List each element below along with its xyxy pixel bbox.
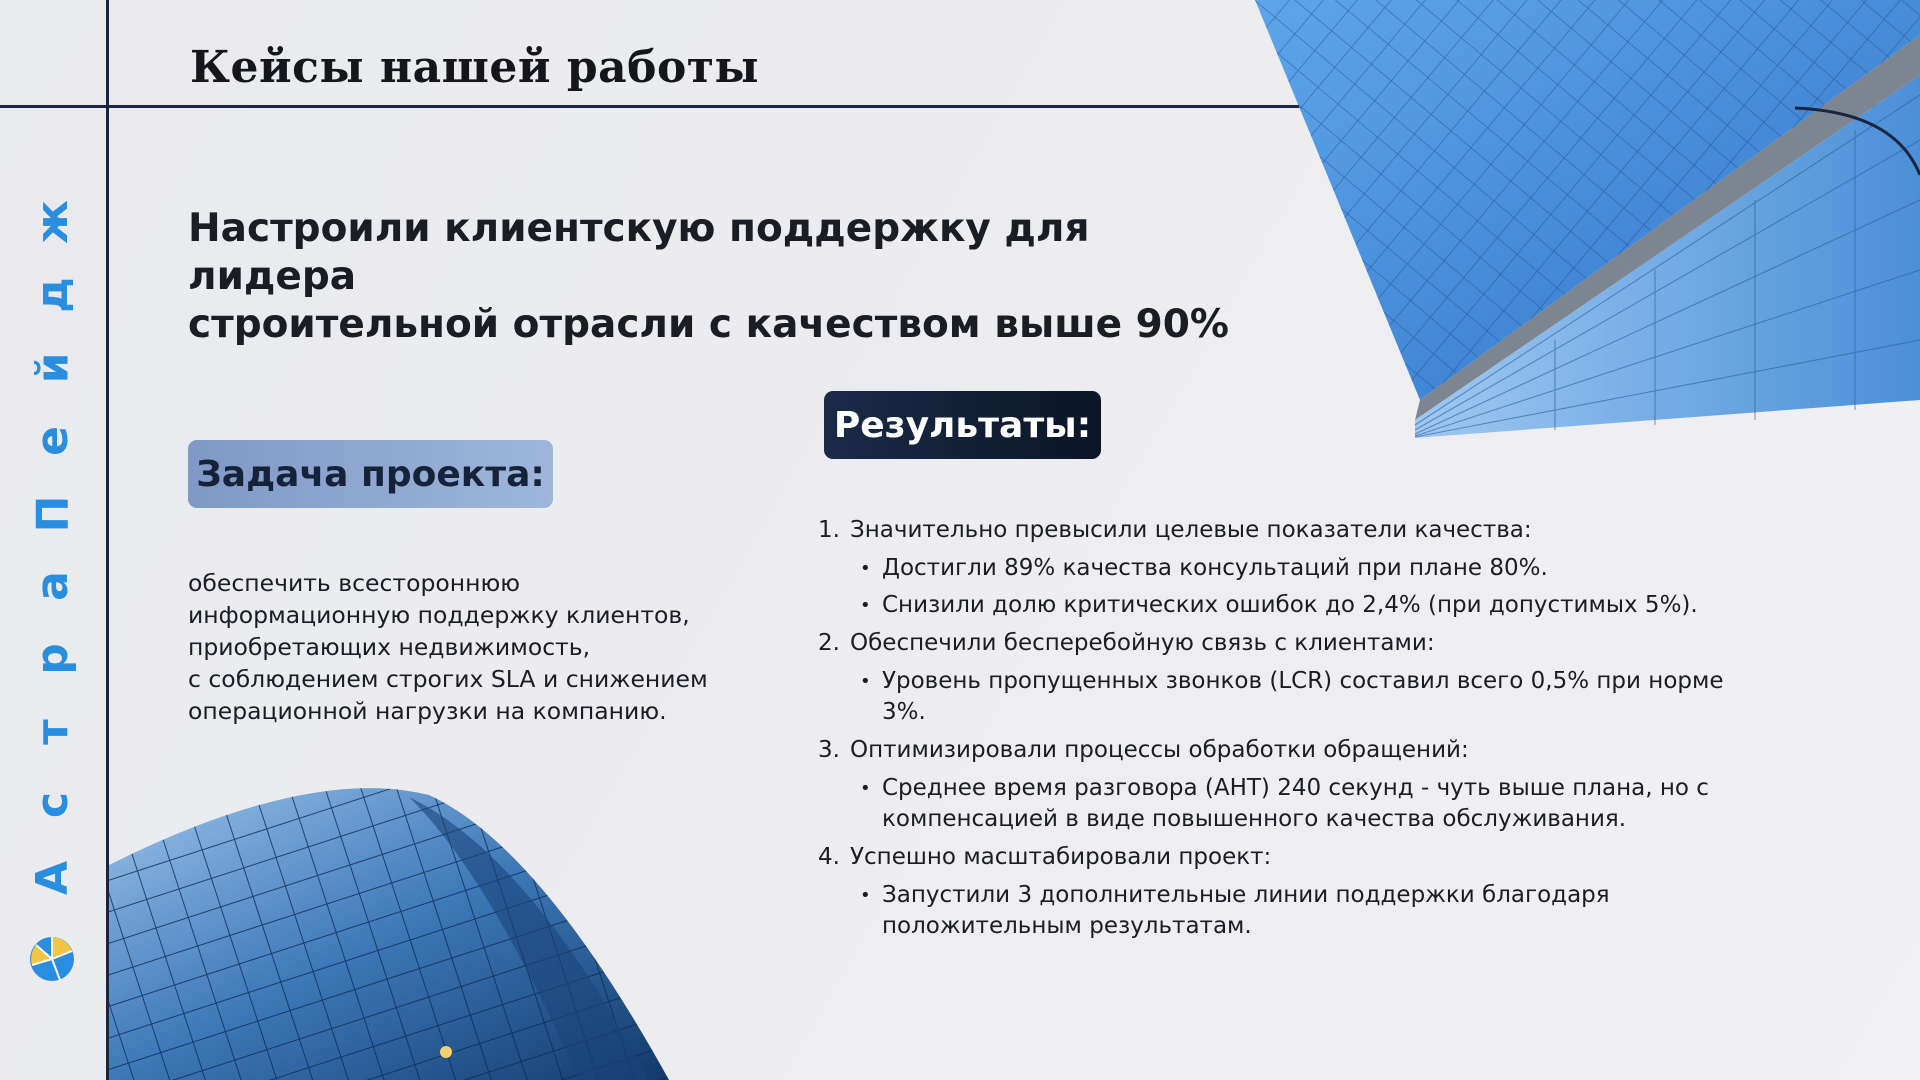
bullet-icon: •: [860, 558, 871, 579]
result-number: 1.: [818, 517, 840, 543]
task-line: с соблюдением строгих SLA и снижением: [188, 665, 708, 693]
result-item: [818, 514, 1818, 546]
results-badge: [824, 391, 1101, 459]
result-item: [818, 627, 1818, 659]
brand-letter: й: [27, 352, 78, 384]
brand-logo-icon: [28, 935, 76, 983]
brand-letter: р: [27, 643, 78, 675]
result-number: 3.: [818, 737, 840, 763]
brand-letter: д: [26, 277, 78, 313]
bullet-icon: •: [860, 778, 871, 799]
results-badge-label: Результаты:: [833, 404, 1092, 446]
result-number: 4.: [818, 844, 840, 870]
bullet-icon: •: [860, 595, 871, 616]
result-text: Успешно масштабировали проект:: [850, 844, 1272, 870]
vertical-brand: [18, 200, 88, 980]
brand-letter: т: [26, 719, 78, 745]
result-subitem-text: Снизили долю критических ошибок до 2,4% (при допустимых 5%).: [882, 592, 1698, 618]
result-item: [818, 841, 1818, 873]
headline-line: строительной отрасли с качеством выше 90%: [188, 302, 1230, 347]
result-text: Значительно превысили целевые показатели качества:: [850, 517, 1532, 543]
result-subitem-text: Запустили 3 дополнительные линии поддержки благодаря положительным результатам.: [882, 882, 1610, 939]
brand-letter: П: [26, 495, 78, 532]
result-subitem-text: Достигли 89% качества консультаций при плане 80%.: [882, 555, 1548, 581]
skyscraper-image-top: [1255, 0, 1920, 440]
result-text: Оптимизировали процессы обработки обращений:: [850, 737, 1469, 763]
brand-letter: А: [27, 860, 78, 895]
result-number: 2.: [818, 630, 840, 656]
case-headline: [188, 205, 1268, 349]
task-line: обеспечить всестороннюю: [188, 569, 521, 597]
result-subitem: [860, 590, 1818, 621]
bullet-icon: •: [860, 671, 871, 692]
result-subitem: [860, 666, 1818, 728]
task-line: информационную поддержку клиентов,: [188, 601, 690, 629]
result-subitem-text: Уровень пропущенных звонков (LCR) составил всего 0,5% при норме 3%.: [882, 668, 1724, 725]
task-line: приобретающих недвижимость,: [188, 633, 591, 661]
brand-letter: а: [26, 571, 78, 602]
result-item: [818, 734, 1818, 766]
result-subitem: [860, 773, 1818, 835]
headline-line: Настроили клиентскую поддержку для лидера: [188, 206, 1090, 299]
task-badge-label: Задача проекта:: [196, 453, 545, 495]
results-list: [818, 514, 1818, 948]
task-description: [188, 567, 768, 727]
result-text: Обеспечили бесперебойную связь с клиентами:: [850, 630, 1435, 656]
task-badge: [188, 440, 553, 508]
result-subitem: [860, 880, 1818, 942]
result-subitem: [860, 553, 1818, 584]
result-subitem-text: Среднее время разговора (AHT) 240 секунд - чуть выше плана, но с компенсацией в виде повышенного качества обслуживания.: [882, 775, 1709, 832]
building-image-bottom: [109, 785, 679, 1080]
page-title: Кейсы нашей работы: [190, 42, 760, 93]
brand-letter: ж: [26, 200, 78, 244]
brand-letter: е: [27, 425, 78, 456]
brand-wordmark: [18, 200, 88, 900]
bullet-icon: •: [860, 885, 871, 906]
brand-letter: с: [27, 791, 78, 819]
task-line: операционной нагрузки на компанию.: [188, 697, 667, 725]
